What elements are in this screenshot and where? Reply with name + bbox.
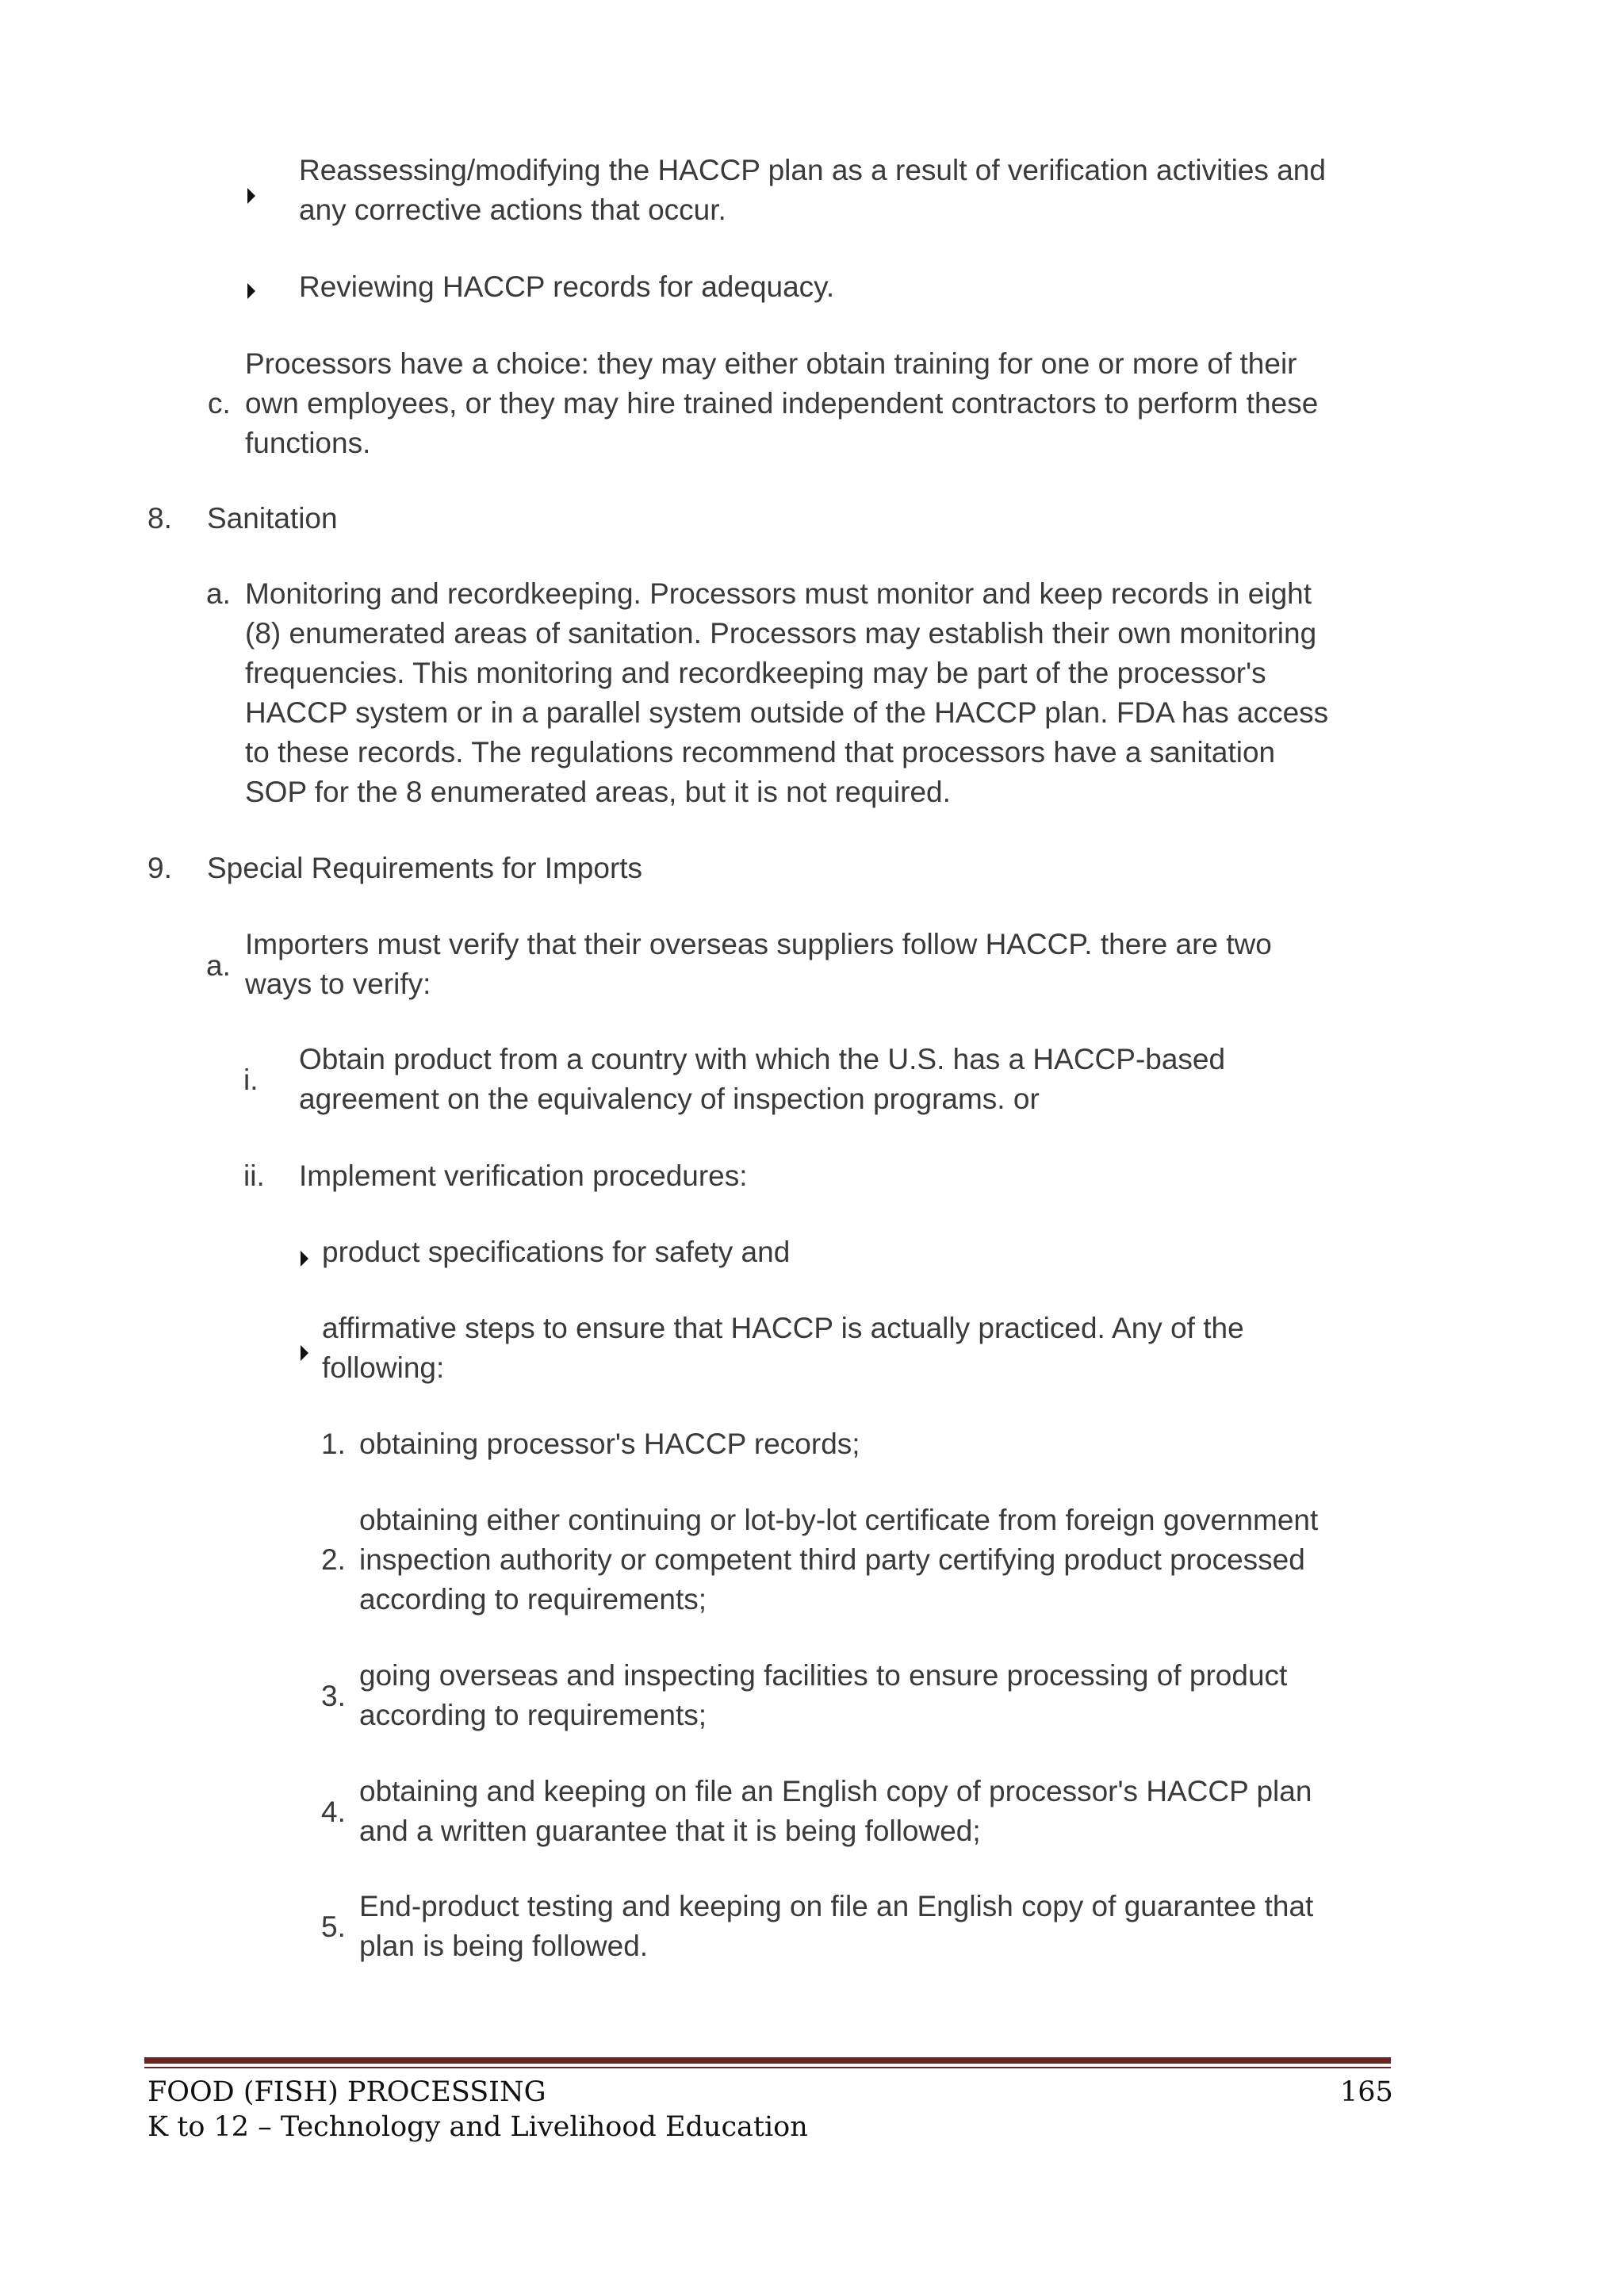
paragraph-line: Implement verification procedures:: [299, 1159, 748, 1192]
bullet-icon: [301, 1251, 308, 1267]
section-heading: Sanitation: [207, 502, 338, 535]
section-number: 8.: [147, 502, 172, 535]
paragraph-line: SOP for the 8 enumerated areas, but it is not required.: [245, 776, 951, 808]
bullet-text-line: Reassessing/modifying the HACCP plan as a result of verification activities and: [299, 154, 1326, 186]
paragraph-line: End-product testing and keeping on file an English copy of guarantee that: [359, 1890, 1314, 1922]
paragraph-line: plan is being followed.: [359, 1930, 649, 1962]
list-marker: ii.: [243, 1159, 265, 1192]
paragraph-line: obtaining and keeping on file an English copy of processor's HACCP plan: [359, 1775, 1312, 1807]
bullet-text-line: product specifications for safety and: [322, 1236, 791, 1268]
list-marker: 4.: [321, 1796, 346, 1828]
list-marker: 2.: [321, 1543, 346, 1576]
list-marker: 1.: [321, 1428, 346, 1460]
footer-rule-thick: [144, 2057, 1391, 2064]
bullet-text-line: any corrective actions that occur.: [299, 194, 726, 226]
paragraph-line: frequencies. This monitoring and recordkeeping may be part of the processor's: [245, 657, 1266, 689]
bullet-text-line: following:: [322, 1351, 445, 1384]
paragraph-line: HACCP system or in a parallel system outside of the HACCP plan. FDA has access: [245, 696, 1329, 729]
paragraph-line: own employees, or they may hire trained independent contractors to perform these: [245, 387, 1319, 420]
list-marker: a.: [206, 577, 231, 610]
footer-subtitle: K to 12 – Technology and Livelihood Education: [147, 2111, 808, 2143]
footer-title: FOOD (FISH) PROCESSING: [147, 2076, 546, 2108]
paragraph-line: obtaining either continuing or lot-by-lot certificate from foreign government: [359, 1504, 1319, 1536]
paragraph-line: ways to verify:: [245, 968, 431, 1000]
page-number: 165: [1340, 2076, 1393, 2108]
paragraph-line: to these records. The regulations recommend that processors have a sanitation: [245, 736, 1276, 769]
paragraph-line: and a written guarantee that it is being followed;: [359, 1815, 981, 1847]
bullet-icon: [247, 188, 255, 204]
paragraph-line: Obtain product from a country with which the U.S. has a HACCP-based: [299, 1043, 1226, 1075]
footer-rule-thin: [144, 2067, 1391, 2068]
list-marker: 5.: [321, 1911, 346, 1943]
paragraph-line: according to requirements;: [359, 1583, 707, 1616]
list-marker: i.: [243, 1064, 259, 1096]
paragraph-line: inspection authority or competent third party certifying product processed: [359, 1543, 1305, 1576]
bullet-icon: [247, 283, 255, 299]
list-marker: a.: [206, 949, 231, 982]
paragraph-line: obtaining processor's HACCP records;: [359, 1428, 860, 1460]
paragraph-line: Processors have a choice: they may either obtain training for one or more of their: [245, 347, 1297, 380]
bullet-text-line: Reviewing HACCP records for adequacy.: [299, 270, 835, 303]
section-heading: Special Requirements for Imports: [207, 852, 643, 884]
paragraph-line: Monitoring and recordkeeping. Processors must monitor and keep records in eight: [245, 577, 1312, 610]
list-marker: c.: [208, 387, 231, 420]
bullet-icon: [301, 1345, 308, 1361]
section-number: 9.: [147, 852, 172, 884]
paragraph-line: functions.: [245, 427, 371, 459]
paragraph-line: (8) enumerated areas of sanitation. Processors may establish their own monitoring: [245, 617, 1317, 650]
bullet-text-line: affirmative steps to ensure that HACCP is actually practiced. Any of the: [322, 1312, 1244, 1344]
paragraph-line: according to requirements;: [359, 1699, 707, 1731]
paragraph-line: going overseas and inspecting facilities to ensure processing of product: [359, 1659, 1288, 1692]
paragraph-line: agreement on the equivalency of inspection programs. or: [299, 1083, 1040, 1115]
list-marker: 3.: [321, 1680, 346, 1712]
paragraph-line: Importers must verify that their overseas suppliers follow HACCP. there are two: [245, 928, 1272, 960]
